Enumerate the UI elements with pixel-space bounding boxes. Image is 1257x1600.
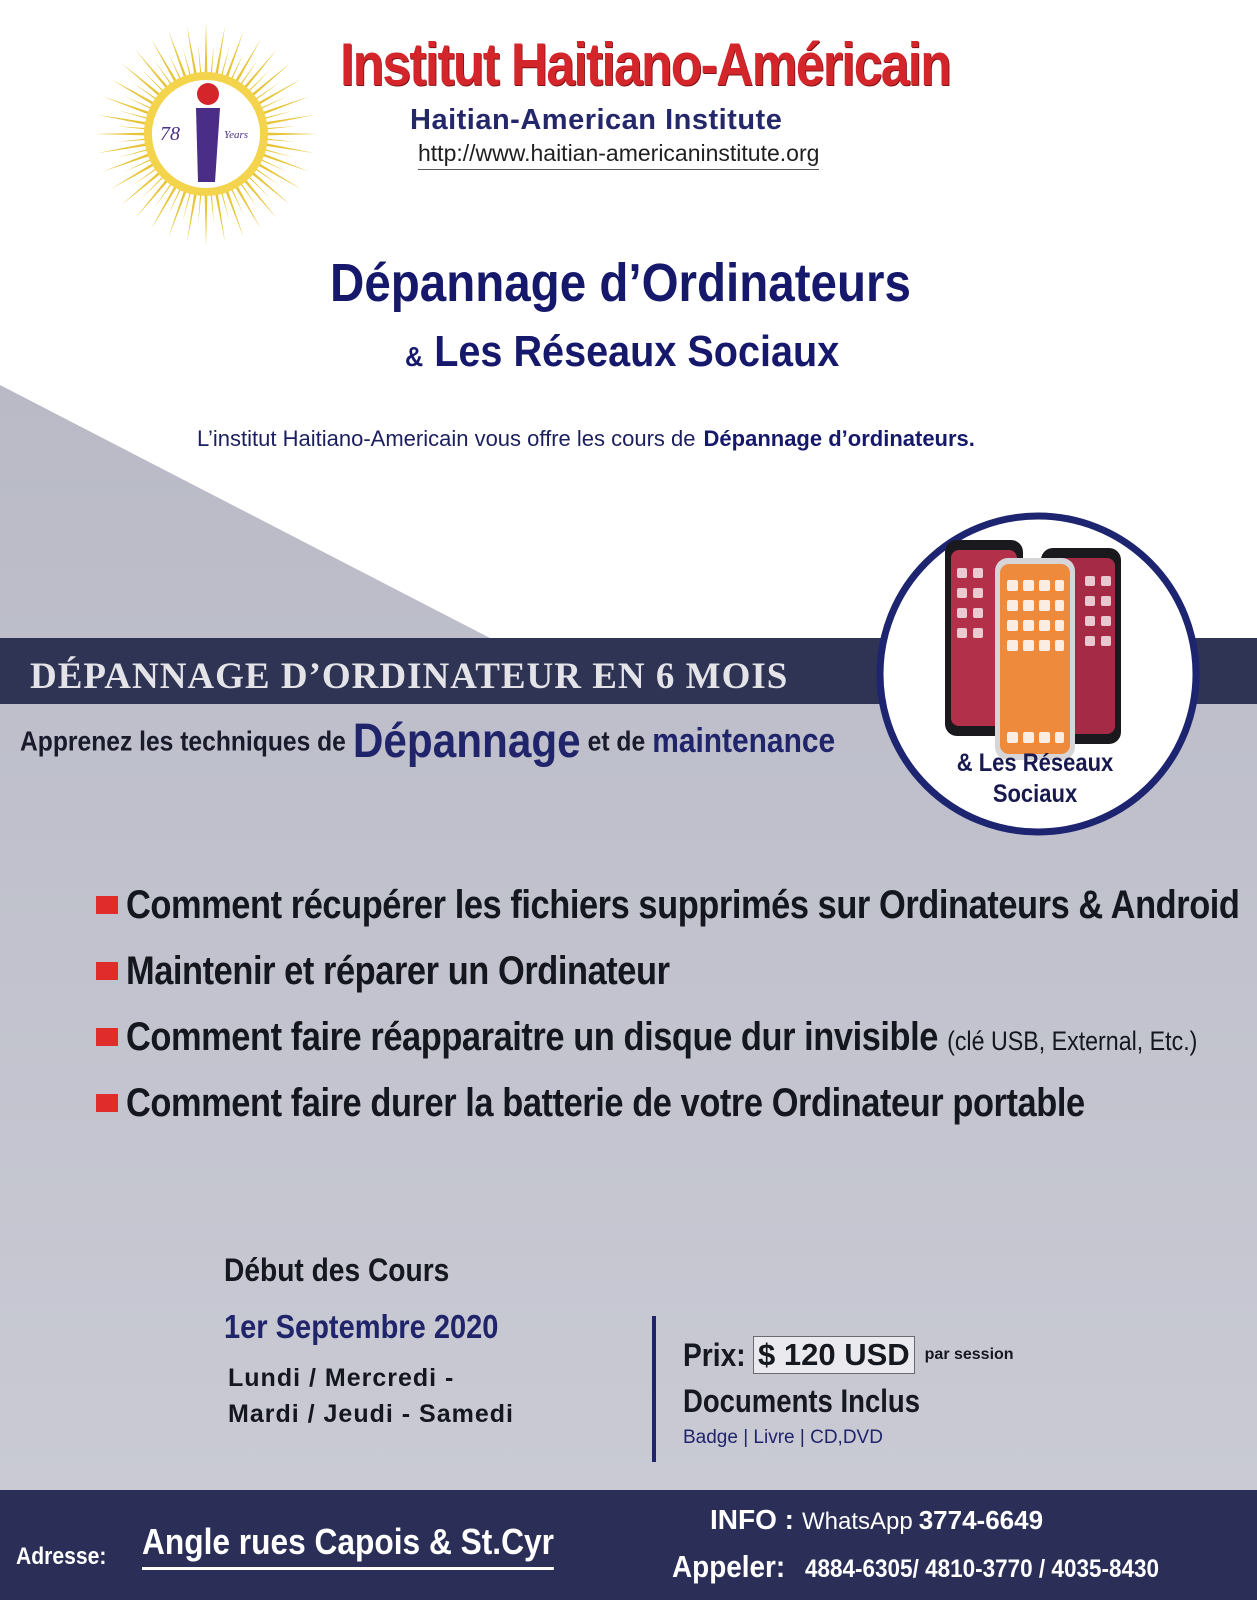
circle-label bbox=[951, 748, 1118, 810]
circle-label-line2: Sociaux bbox=[992, 780, 1078, 808]
start-date: 1er Septembre 2020 bbox=[224, 1308, 499, 1345]
list-item bbox=[96, 1004, 1257, 1070]
learn-part3: maintenance bbox=[652, 722, 836, 760]
address-label: Adresse: bbox=[16, 1543, 107, 1570]
call-row bbox=[672, 1549, 1159, 1585]
documents-list: Badge | Livre | CD,DVD bbox=[683, 1427, 883, 1448]
subtitle-text: Les Réseaux Sociaux bbox=[434, 327, 840, 376]
class-days bbox=[228, 1360, 514, 1432]
info-label: INFO : bbox=[710, 1504, 794, 1535]
bullet-square-icon bbox=[96, 1028, 118, 1046]
learn-big: Dépannage bbox=[352, 715, 581, 768]
svg-text:78: 78 bbox=[160, 123, 180, 145]
topic-text: Maintenir et réparer un Ordinateur bbox=[126, 948, 670, 993]
price-row bbox=[683, 1336, 1014, 1374]
start-heading: Début des Cours bbox=[224, 1252, 450, 1288]
divider bbox=[652, 1316, 656, 1462]
topic-text: Comment récupérer les fichiers supprimés sur Ordinateurs & Android bbox=[126, 882, 1240, 927]
bullet-square-icon bbox=[96, 896, 118, 914]
learn-part1: Apprenez les techniques de bbox=[20, 725, 346, 757]
price-unit: par session bbox=[924, 1346, 1014, 1363]
list-item bbox=[96, 872, 1257, 938]
phone-icon bbox=[995, 558, 1075, 760]
institute-url[interactable]: http://www.haitian-americaninstitute.org bbox=[418, 140, 819, 170]
institute-name-en: Haitian-American Institute bbox=[410, 104, 783, 136]
whatsapp-number[interactable]: 3774-6649 bbox=[918, 1505, 1044, 1535]
days-line2: Mardi / Jeudi - Samedi bbox=[228, 1400, 514, 1428]
topic-note: (clé USB, External, Etc.) bbox=[947, 1025, 1198, 1056]
circle-label-line1: & Les Réseaux bbox=[956, 749, 1114, 777]
call-label: Appeler: bbox=[672, 1549, 786, 1584]
documents-included: Documents Inclus bbox=[683, 1383, 921, 1419]
svg-text:Years: Years bbox=[224, 129, 249, 141]
list-item bbox=[96, 1070, 1257, 1136]
band-heading: DÉPANNAGE D’ORDINATEUR EN 6 MOIS bbox=[30, 656, 789, 697]
list-item bbox=[96, 938, 1257, 1004]
institute-name-fr: Institut Haitiano-Américain bbox=[340, 31, 951, 98]
bullet-square-icon bbox=[96, 1094, 118, 1112]
call-numbers[interactable]: 4884-6305/ 4810-3770 / 4035-8430 bbox=[804, 1555, 1160, 1583]
topic-text: Comment faire durer la batterie de votre Ordinateur portable bbox=[126, 1080, 1085, 1125]
main-title: Dépannage d’Ordinateurs bbox=[330, 253, 911, 313]
address-value: Angle rues Capois & St.Cyr bbox=[142, 1521, 554, 1570]
price-label: Prix: bbox=[683, 1336, 746, 1373]
info-row bbox=[710, 1504, 1043, 1536]
bullet-square-icon bbox=[96, 962, 118, 980]
main-subtitle bbox=[405, 327, 839, 377]
days-line1: Lundi / Mercredi - bbox=[228, 1364, 455, 1392]
offer-line bbox=[197, 426, 975, 452]
institute-logo bbox=[92, 20, 320, 248]
learn-line bbox=[20, 714, 835, 769]
subtitle-ampersand: & bbox=[405, 341, 424, 372]
course-topics-list bbox=[96, 872, 1257, 1136]
offer-highlight: Dépannage d’ordinateurs. bbox=[703, 426, 975, 451]
whatsapp-label: WhatsApp bbox=[802, 1508, 913, 1535]
offer-text: L’institut Haitiano-Americain vous offre les cours de bbox=[197, 426, 696, 451]
topic-text: Comment faire réapparaitre un disque dur invisible bbox=[126, 1014, 938, 1059]
learn-part2: et de bbox=[587, 725, 646, 757]
price-value: $ 120 USD bbox=[753, 1336, 915, 1374]
